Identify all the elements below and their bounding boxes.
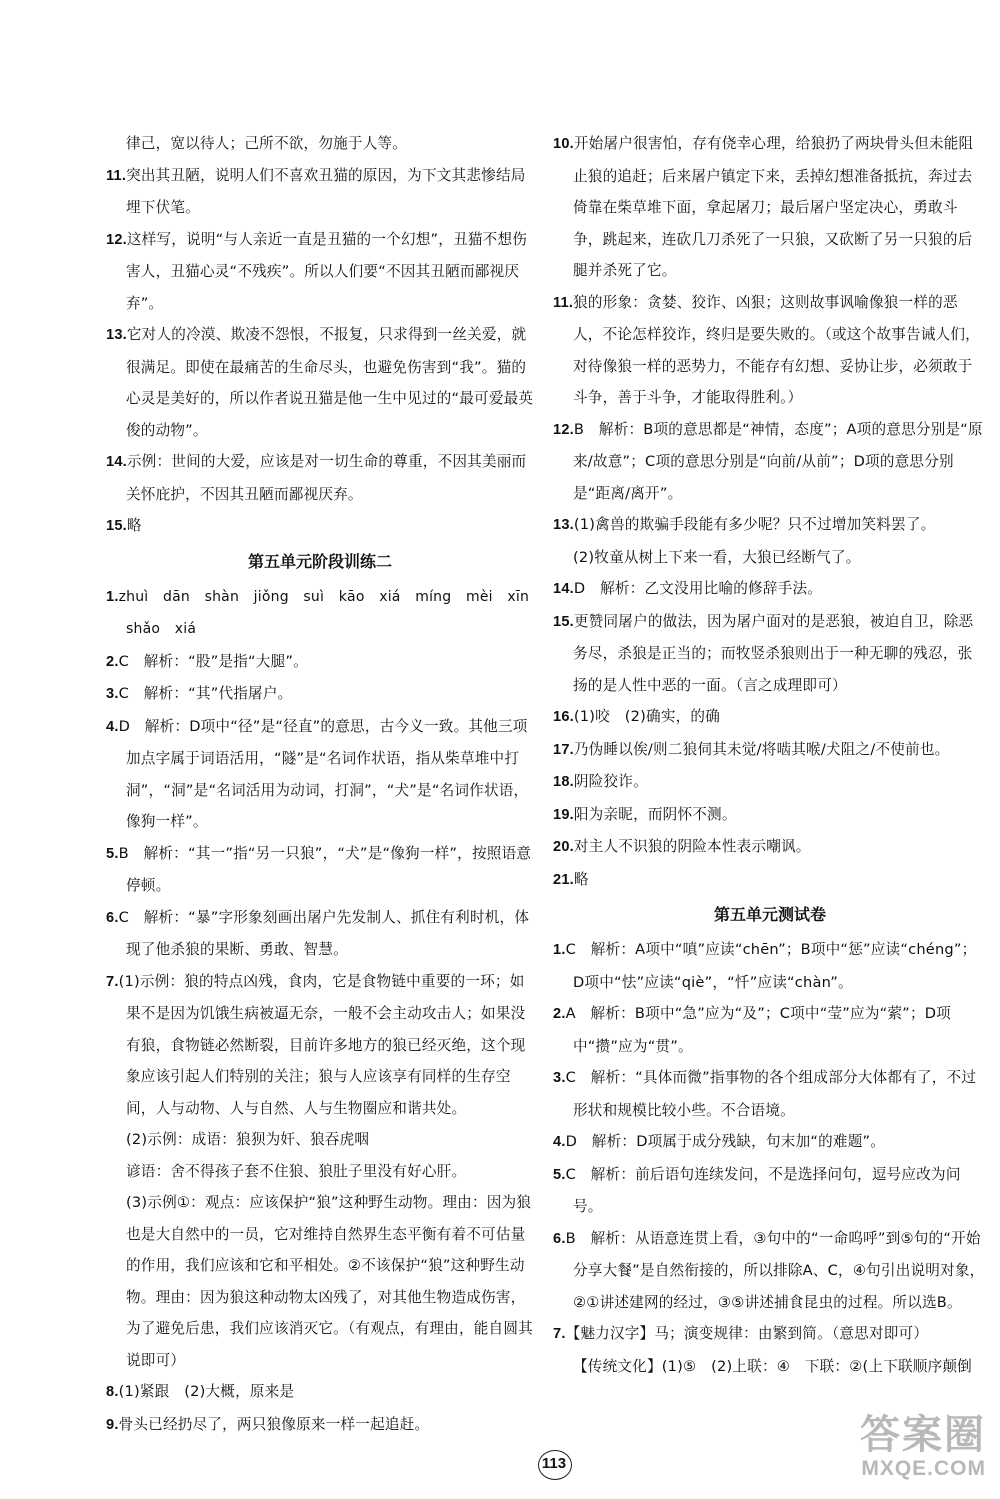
answer-text: 谚语：舍不得孩子套不住狼、狼肚子里没有好心肝。 xyxy=(126,1162,467,1180)
answer-number: 3. xyxy=(106,686,119,702)
answer-number: 8. xyxy=(106,1384,119,1400)
answer-item xyxy=(106,319,534,446)
watermark-title: 答案圈 xyxy=(860,1412,986,1458)
answer-item xyxy=(553,287,987,414)
answer-item xyxy=(553,934,987,998)
answer-text: 【魅力汉字】马；演变规律：由繁到简。（意思对即可） xyxy=(565,1325,929,1342)
watermark-logo xyxy=(806,1413,986,1487)
answer-item xyxy=(106,711,534,838)
answer-text: 略 xyxy=(573,870,589,888)
answer-text: C 解析：“股”是指“大腿”。 xyxy=(118,652,308,670)
answer-item xyxy=(553,128,987,287)
answer-text: 它对人的冷漠、欺凌不怨恨，不报复，只求得到一丝关爱，就很满足。即使在最痛苦的生命尽头，也避免伤害到“我”。猫的心灵是美好的，所以作者说丑猫是他一生中见过的“最可爱最英俊的动物”。 xyxy=(126,326,534,439)
answer-number: 2. xyxy=(106,653,119,670)
answer-item xyxy=(553,701,987,734)
answer-item xyxy=(553,1159,987,1223)
answer-item xyxy=(106,510,534,543)
answer-text: B 解析：“其一”指“另一只狼”，“犬”是“像狗一样”，按照语意停顿。 xyxy=(118,844,532,894)
answer-text: 示例：世间的大爱，应该是对一切生命的尊重，不因其美丽而关怀庇护，不因其丑陋而鄙视厌弃。 xyxy=(126,453,527,503)
answer-item xyxy=(553,1351,987,1383)
answer-text: (1)紧跟 (2)大概，原来是 xyxy=(118,1383,295,1400)
answer-text: 阳为亲昵，而阴怀不测。 xyxy=(573,805,737,823)
answer-number: 15. xyxy=(106,518,127,534)
answer-item xyxy=(106,678,534,711)
answer-item xyxy=(106,1187,534,1376)
answer-text: 开始屠户很害怕，存有侥幸心理，给狼扔了两块骨头但未能阻止狼的追赶；后来屠户镇定下来，丢掉幻想准备抵抗，奔过去倚靠在柴草堆下面，拿起屠刀；最后屠户坚定决心，勇敢斗争，跳起来，连砍几刀杀死了一只狼，又砍断了另一只狼的后腿并杀死了它。 xyxy=(573,135,974,279)
answer-number: 14. xyxy=(106,454,127,470)
answer-text: C 解析：“其”代指屠户。 xyxy=(118,685,293,702)
answer-text: (1)咬 (2)确实，的确 xyxy=(573,708,720,725)
answer-text: 律己，宽以待人；己所不欲，勿施于人等。 xyxy=(126,135,408,152)
answer-item xyxy=(553,542,987,574)
answer-text: (1)示例：狼的特点凶残，食肉，它是食物链中重要的一环；如果不是因为饥饿生病被逼无奈，一般不会主动攻击人；如果没有狼，食物链必然断裂，目前许多地方的狼已经灭绝，这个现象应该引起人们特别的关注；狼与人应该享有同样的生存空间，人与动物、人与自然、人与生物圈应和谐共处。 xyxy=(118,972,526,1117)
answer-text: 【传统文化】(1)⑤ (2)上联：④ 下联：②(上下联顺序颠倒 xyxy=(573,1357,972,1375)
answer-item xyxy=(106,1156,534,1188)
answer-item xyxy=(553,831,987,864)
section-heading: 第五单元阶段训练二 xyxy=(247,551,392,571)
answer-item xyxy=(106,966,534,1125)
answer-text: 骨头已经扔尽了，两只狼像原来一样一起追赶。 xyxy=(118,1415,430,1433)
answer-item xyxy=(553,734,987,767)
answer-item xyxy=(106,224,534,320)
page-number xyxy=(534,1444,574,1484)
answer-number: 4. xyxy=(106,718,119,735)
answer-item xyxy=(553,998,987,1062)
answer-text: zhuì dān shàn jiǒng suì kāo xiá míng mèi xīn shǎo xiá xyxy=(118,588,530,637)
answer-number: 13. xyxy=(106,327,127,343)
answer-item xyxy=(106,838,534,902)
answer-item xyxy=(106,646,534,679)
section-heading: 第五单元测试卷 xyxy=(713,905,826,924)
answer-text: (2)示例：成语：狼狈为奸、狼吞虎咽 xyxy=(126,1131,370,1148)
answer-number: 16. xyxy=(553,709,574,725)
watermark-site: MXQE.COM xyxy=(861,1457,986,1480)
answer-item xyxy=(553,414,987,510)
answer-item xyxy=(553,766,987,799)
answer-number: 3. xyxy=(553,1070,566,1086)
answer-number: 19. xyxy=(553,806,574,823)
answer-text: (2)牧童从树上下来一看，大狼已经断气了。 xyxy=(573,548,861,566)
answer-text: 更赞同屠户的做法，因为屠户面对的是恶狼，被迫自卫，除恶务尽，杀狼是正当的；而牧竖杀狼则出于一种无聊的残忍，张扬的是人性中恶的一面。（言之成理即可） xyxy=(573,612,974,694)
answer-item xyxy=(106,1409,534,1442)
answer-number: 4. xyxy=(553,1134,566,1150)
answer-number: 6. xyxy=(553,1230,566,1247)
answer-text: B 解析：从语意连贯上看，③句中的“一命呜呼”到⑤句的“开始分享大餐”是自然衔接的，所以排除A、C，④句引出说明对象，②①讲述建网的经过，③⑤讲述捕食昆虫的过程。所以选B。 xyxy=(565,1229,985,1311)
answer-number: 12. xyxy=(106,231,127,248)
right-column xyxy=(553,128,987,1382)
answer-item xyxy=(553,1223,987,1319)
answer-text: (3)示例①：观点：应该保护“狼”这种野生动物。理由：因为狼也是大自然中的一员，它对维持自然界生态平衡有着不可估量的作用，我们应该和它和平相处。②不该保护“狼”这种野生动物。理由：因为狼这种动物太凶残了，对其他生物造成伤害，为了避免后患，我们应该消灭它。（有观点，有理由，能自圆其说即可） xyxy=(126,1194,533,1369)
answer-number: 6. xyxy=(106,909,119,926)
page-number-text: 113 xyxy=(541,1455,567,1472)
answer-item xyxy=(553,799,987,832)
answer-item xyxy=(553,864,987,897)
answer-text: 这样写，说明“与人亲近一直是丑猫的一个幻想”，丑猫不想伤害人，丑猫心灵“不残疾”。所以人们要“不因其丑陋而鄙视厌弃”。 xyxy=(126,230,528,312)
answer-text: 乃伪睡以俟/则二狼伺其未觉/将啮其喉/犬阻之/不使前也。 xyxy=(573,740,950,758)
answer-number: 5. xyxy=(553,1166,566,1183)
answer-item xyxy=(553,573,987,606)
answer-item xyxy=(553,1126,987,1159)
answer-number: 17. xyxy=(553,741,574,758)
answer-text: B 解析：B项的意思都是“神情，态度”；A项的意思分别是“原来/故意”；C项的意思分别是“向前/从前”；D项的意思分别是“距离/离开”。 xyxy=(573,420,983,502)
answer-text: A 解析：B项中“急”应为“及”；C项中“莹”应为“萦”；D项中“攒”应为“贯”。 xyxy=(565,1005,951,1055)
answer-number: 9. xyxy=(106,1416,119,1433)
answer-number: 21. xyxy=(553,871,574,888)
answer-text: D 解析：D项属于成分残缺，句末加“的难题”。 xyxy=(565,1133,886,1150)
answer-number: 11. xyxy=(106,167,127,184)
answer-number: 10. xyxy=(553,136,574,152)
answer-item xyxy=(553,1318,987,1351)
answer-text: (1)禽兽的欺骗手段能有多少呢？只不过增加笑料罢了。 xyxy=(573,516,936,533)
answer-number: 1. xyxy=(553,942,566,958)
answer-item xyxy=(106,1376,534,1409)
answer-number: 20. xyxy=(553,839,574,855)
answer-number: 12. xyxy=(553,421,574,438)
answer-text: C 解析：前后语句连续发问，不是选择问句，逗号应改为问号。 xyxy=(565,1165,961,1215)
answer-number: 13. xyxy=(553,517,574,533)
answer-item xyxy=(553,509,987,542)
answer-number: 11. xyxy=(553,294,574,311)
answer-text: 阴险狡诈。 xyxy=(573,773,648,790)
answer-text: C 解析：A项中“嗔”应读“chēn”；B项中“惩”应读“chéng”；D项中“怯”应读“qiè”，“忏”应读“chàn”。 xyxy=(565,941,977,991)
answer-text: D 解析：乙文没用比喻的修辞手法。 xyxy=(573,580,823,597)
answer-item xyxy=(106,581,534,646)
answer-item xyxy=(106,160,534,224)
answer-number: 7. xyxy=(106,973,119,990)
answer-item xyxy=(106,902,534,966)
answer-number: 15. xyxy=(553,613,574,630)
answer-text: 对主人不识狼的阴险本性表示嘲讽。 xyxy=(573,838,811,855)
answer-number: 2. xyxy=(553,1006,566,1022)
answer-text: C 解析：“暴”字形象刻画出屠户先发制人、抓住有利时机，体现了他杀狼的果断、勇敢、智慧。 xyxy=(118,908,530,958)
answer-text: C 解析：“具体而微”指事物的各个组成部分大体都有了，不过形状和规模比较小些。不合语境。 xyxy=(565,1069,977,1119)
answer-item xyxy=(553,606,987,702)
answer-item xyxy=(553,1062,987,1126)
answer-item xyxy=(106,446,534,510)
answer-text: 狼的形象：贪婪、狡诈、凶狠；这则故事讽喻像狼一样的恶人，不论怎样狡诈，终归是要失败的。（或这个故事告诫人们，对待像狼一样的恶势力，不能存有幻想、妥协让步，必须敢于斗争，善于斗争，才能取得胜利。） xyxy=(573,293,980,406)
answer-item xyxy=(106,128,534,160)
answer-number: 18. xyxy=(553,774,574,790)
answer-item xyxy=(106,1124,534,1156)
answer-text: D 解析：D项中“径”是“径直”的意思，古今义一致。其他三项加点字属于词语活用，“隧”是“名词作状语，指从柴草堆中打洞”，“洞”是“名词活用为动词，打洞”，“犬”是“名词作状语，像狗一样”。 xyxy=(118,717,529,830)
answer-text: 突出其丑陋，说明人们不喜欢丑猫的原因，为下文其悲惨结局埋下伏笔。 xyxy=(126,166,526,216)
answer-number: 14. xyxy=(553,581,574,597)
answer-number: 7. xyxy=(553,1326,566,1342)
left-column xyxy=(106,128,534,1441)
answer-number: 5. xyxy=(106,845,119,862)
answer-text: 略 xyxy=(126,517,142,534)
answer-number: 1. xyxy=(106,588,119,605)
